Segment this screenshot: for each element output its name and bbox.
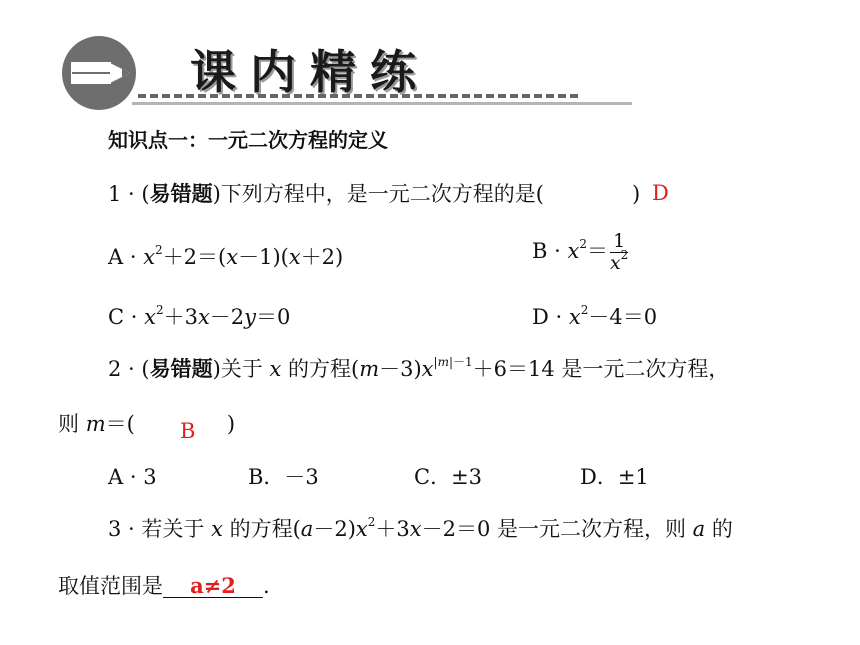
q2-option-c: C．±3 [414, 465, 483, 489]
pencil-icon [70, 55, 134, 91]
q1-number: 1 [108, 182, 122, 206]
q2-option-d: D．±1 [580, 465, 649, 489]
q2-close: ) [226, 412, 236, 436]
header-dashed-rule [138, 94, 578, 98]
q3-line2-text: 取值范围是 [58, 574, 163, 598]
question-2-stem: 2 · (易错题)关于 x 的方程$(m-3)x^{|m|-1}+6=14$ 是一元二次方程， [108, 355, 730, 381]
q2-option-a: A · 3 [108, 465, 157, 489]
page-title: 课内精练 [190, 45, 430, 99]
question-1-stem: 1 · (易错题)下列方程中，是一元二次方程的是( ) [108, 182, 641, 206]
q1-option-d: $D \cdot x^2-4=0$ [532, 303, 658, 329]
question-3-line2 [58, 575, 270, 598]
answer-blank [163, 575, 263, 598]
q3-end: . [263, 574, 270, 598]
q2-answer: B [180, 419, 196, 443]
q2-option-b: B．－3 [248, 465, 319, 489]
q2-tag: 易错题 [149, 357, 213, 381]
q1-text: 下列方程中，是一元二次方程的是( [220, 182, 544, 206]
question-2-line2: 则 m＝( ) [58, 412, 236, 436]
q3-number: 3 [108, 517, 122, 541]
fraction: $\frac{1}{x^2}$ [609, 230, 629, 274]
q1-option-a: $A \cdot x^2+2=(x-1)(x+2)$ [108, 243, 344, 269]
question-3-stem: 3 · 若关于 x 的方程$(a-2)x^2+3x-2=0$ 是一元二次方程，则 a 的 [108, 515, 733, 541]
q3-answer: a≠2 [190, 573, 236, 598]
q1-close: ) [632, 182, 641, 206]
q2-number: 2 [108, 357, 122, 381]
section-heading: 知识点一：一元二次方程的定义 [108, 128, 388, 152]
q1-option-b: $B \cdot x^2=$ $\frac{1}{x^2}$ [532, 230, 629, 274]
q1-tag: 易错题 [149, 182, 213, 206]
header-rule [132, 102, 632, 105]
q1-option-c: $C \cdot x^2+3x-2y=0$ [108, 303, 291, 329]
q1-answer: D [652, 181, 669, 205]
